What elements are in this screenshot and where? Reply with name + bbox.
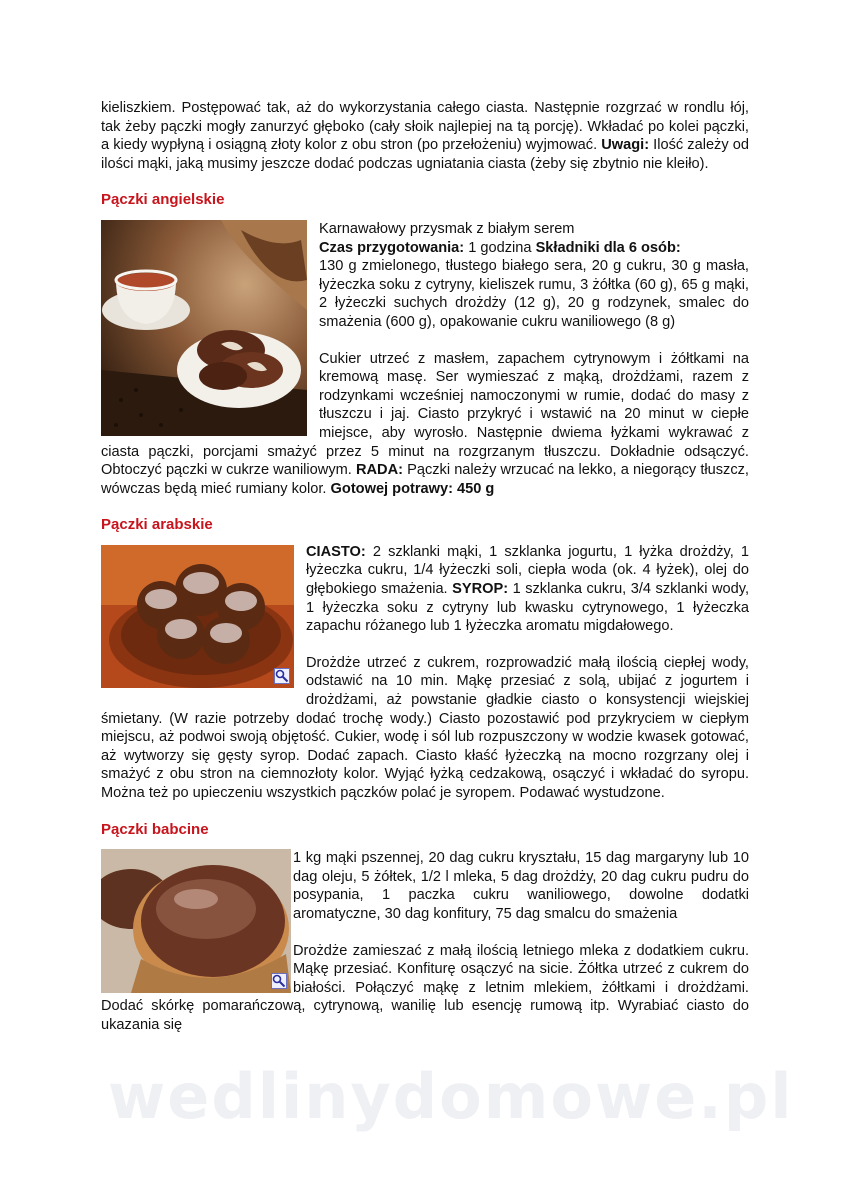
czas-value: 1 godzina	[464, 239, 536, 256]
skladniki-label: Składniki dla 6 osób:	[535, 239, 681, 256]
rada-text: Pączki należy wrzucać na lekko, a niegorący tłuszcz, wówczas będą mieć rumiany kolor.	[101, 462, 749, 497]
recipe-intro-line: Karnawałowy przysmak z białym serem	[319, 220, 575, 237]
rada-label: RADA:	[355, 462, 403, 479]
section-title: Pączki babcine	[101, 820, 209, 838]
intro-text: kieliszkiem. Postępować tak, aż do wykorzystania całego ciasta. Następnie rozgrzać w rondlu łój, tak żeby pączki mogły zanurzyć głęboko (cały słoik najlepiej na tą porcję). Wkładać po kolei pączki, a kiedy wypłyną i osiągną złoty kolor z obu stron (po przełożeniu) wyjmować.	[101, 100, 749, 154]
syrop-text: 1 szklanka cukru, 3/4 szklanki wody, 1 łyżeczka soku z cytryny lub kwasku cytrynowego, 1 łyżeczka zapachu różanego lub 1 łyżeczka aromatu migdałowego.	[306, 581, 749, 635]
babcine-donut-photo	[101, 849, 291, 993]
arab-donuts-photo	[101, 545, 294, 688]
recipe-image	[101, 849, 291, 993]
intro-paragraph	[101, 99, 749, 173]
ciasto-label: CIASTO:	[306, 543, 366, 560]
recipe-method: Drożdże utrzeć z cukrem, rozprowadzić małą ilością ciepłej wody, odstawić na 10 min. Mąkę przesiać z solą, ubijać z jogurtem i drożdżami, aż powstanie gładkie ciasto o konsystencji wiejskiej śmietany. (W razie potrzeby dodać trochę wody.) Ciasto pozostawić pod przykryciem w ciepłym miejscu, aż podwoi swoją objętość. Cukier, wodę i sól lub rozpuszczony w wodzie kwasek gotować, aż wytworzy się gęsty syrop. Dodać zapach. Ciasto kłaść łyżeczką na mocno rozgrzany olej i smażyć z obu stron na ciemnozłoty kolor. Wyjąć łyżką cedzakową, osączyć i wkładać do syropu. Można też po upieczeniu wszystkich pączków polać je syropem. Podawać wystudzone.	[101, 654, 749, 801]
watermark: wedlinydomowe.pl	[108, 1060, 794, 1133]
section-title: Pączki angielskie	[101, 191, 225, 209]
intro-text-2: Ilość zależy od ilości mąki, jaką musimy jeszcze dodać podczas ugniatania ciasta (żeby się zbytnio nie kleiło).	[101, 137, 749, 172]
section-paczki-babcine	[101, 821, 749, 1035]
section-paczki-angielskie	[101, 191, 749, 498]
magnifier-icon[interactable]	[271, 973, 287, 989]
czas-label: Czas przygotowania:	[319, 239, 465, 256]
tea-and-donuts-photo	[101, 220, 307, 436]
recipe-image	[101, 220, 307, 436]
recipe-ingredients: 1 kg mąki pszennej, 20 dag cukru kryształu, 15 dag margaryny lub 10 dag oleju, 5 żółtek, 1/2 l mleka, 5 dag drożdży, 20 dag cukru pudru do posypania, 1 paczka cukru waniliowego, dowolne dodatki aromatyczne, 30 dag konfitury, 75 dag smalcu do smażenia	[293, 850, 749, 922]
method-text: Cukier utrzeć z masłem, zapachem cytrynowym i żółtkami na kremową masę. Ser wymieszać z mąką, drożdżami, razem z rodzynkami wcześniej namoczonymi w rumie, dodać do masy z tłuszczu i jaj. Ciasto przykryć i wstawić na 20 minut w ciepłe miejsce, aby wyrosło. Następnie dwiema łyżkami wykrawać z ciasta pączki, porcjami smażyć przez 5 minut na rozgrzanym tłuszczu. Dokładnie odsączyć. Obtoczyć pączki w cukrze waniliowym.	[101, 350, 749, 479]
ciasto-text: 2 szklanki mąki, 1 szklanka jogurtu, 1 łyżka drożdży, 1 łyżeczka cukru, 1/4 łyżeczki soli, ciepła woda (ok. 4 łyżek), olej do głębokiego smażenia.	[306, 543, 749, 598]
section-title: Pączki arabskie	[101, 516, 213, 534]
ingredients-text: 130 g zmielonego, tłustego białego sera, 20 g cukru, 30 g masła, łyżeczka soku z cytryny, kieliszek rumu, 3 żółtka (60 g), 65 g mąki, 2 łyżeczki suchych drożdży (12 g), 20 g rodzynek, smalec do smażenia (600 g), opakowanie cukru waniliowego (8 g)	[319, 258, 749, 330]
uwagi-label: Uwagi:	[601, 137, 650, 154]
magnifier-icon[interactable]	[274, 668, 290, 684]
syrop-label: SYROP:	[452, 581, 509, 598]
recipe-method: Drożdże zamieszać z małą ilością letniego mleka z dodatkiem cukru. Mąkę przesiać. Konfiturę osączyć na sicie. Żółtka utrzeć z cukrem do białości. Połączyć mąkę z letnim mlekiem, żółtkami i drożdżami. Dodać skórkę pomarańczową, cytrynową, wanilię lub esencję rumową itp. Wyrabiać ciasto do ukazania się	[101, 942, 749, 1033]
document-page	[101, 99, 749, 1035]
recipe-image	[101, 545, 294, 688]
gotowej-label: Gotowej potrawy: 450 g	[330, 480, 495, 497]
section-paczki-arabskie	[101, 516, 749, 802]
